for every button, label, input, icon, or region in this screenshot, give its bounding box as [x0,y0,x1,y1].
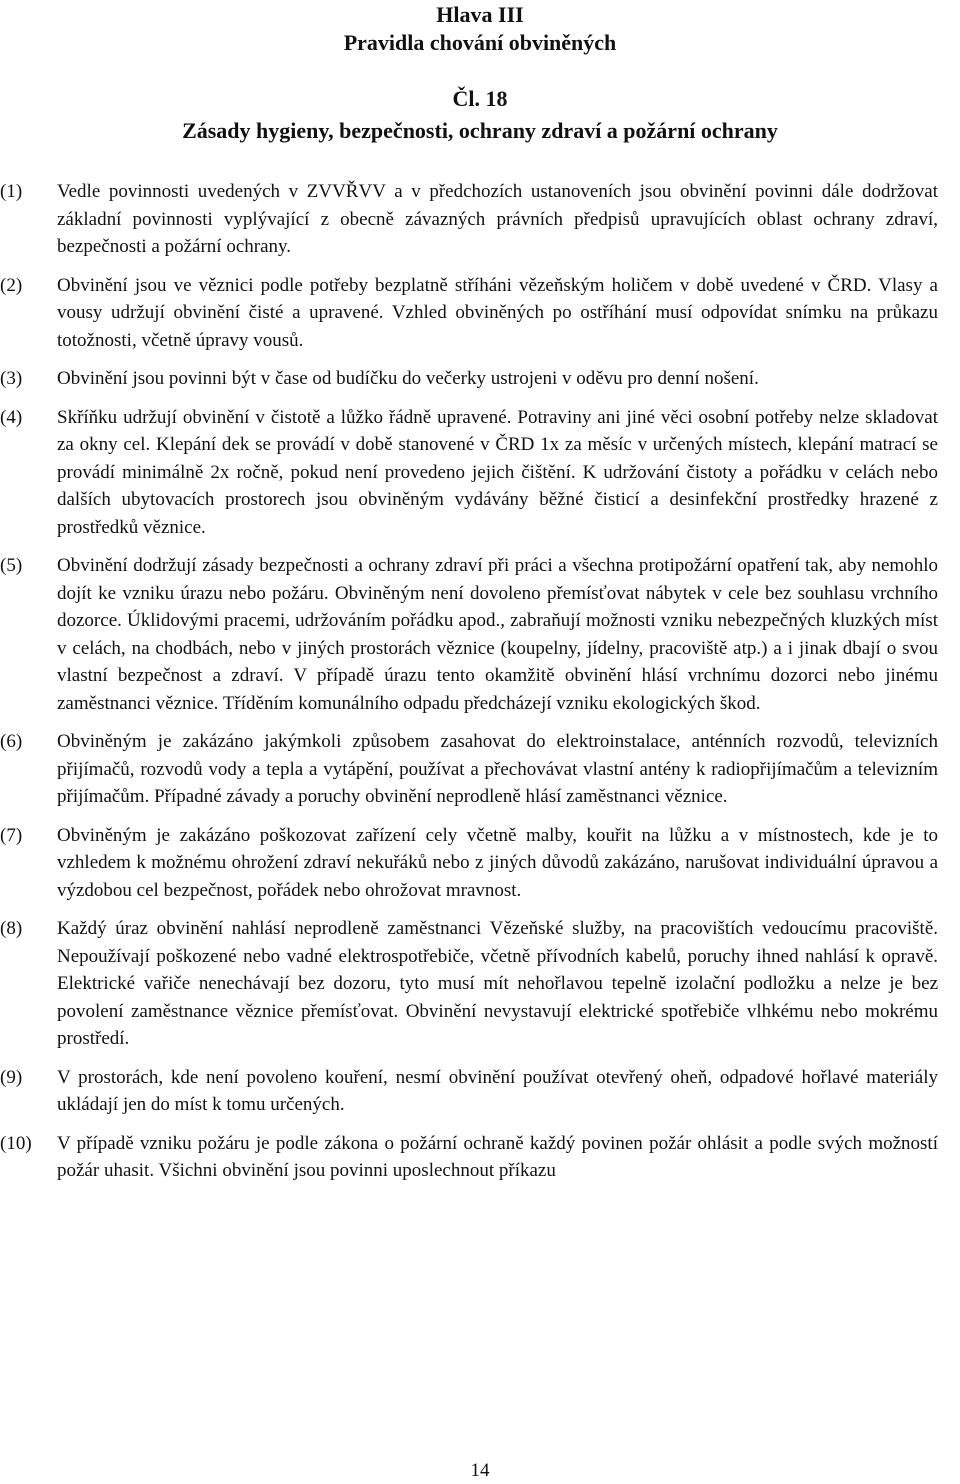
paragraph-text: V prostorách, kde není povoleno kouření, nesmí obvinění používat otevřený oheň, odpadové hořlavé materiály ukládají jen do míst k tomu určených. [57,1066,938,1115]
paragraph-1 [0,178,960,261]
paragraph-number: (1) [0,181,23,202]
paragraph-text: V případě vzniku požáru je podle zákona o požární ochraně každý povinen požár ohlásit a podle svých možností požár uhasit. Všichni obvinění jsou povinni uposlechnout příkazu [57,1132,938,1181]
paragraph-text: Obviněným je zakázáno poškozovat zařízení cely včetně malby, kouřit na lůžku a v místnostech, kde je to vzhledem k možnému ohrožení zdraví nekuřáků nebo z jiných důvodů zakázáno, narušovat individuální úpravou a výzdobou cel bezpečnost, pořádek nebo ohrožovat mravnost. [57,824,938,901]
paragraph-text: Skříňku udržují obvinění v čistotě a lůžko řádně upravené. Potraviny ani jiné věci osobní potřeby nelze skladovat za okny cel. Klepání dek se provádí v době stanovené v ČRD 1x za měsíc v určených místech, klepání matrací se provádí minimálně 2x ročně, pokud není provedeno jejich čištění. K udržování čistoty a pořádku v celách nebo dalších ubytovacích prostorech jsou obviněným vydávány běžné čisticí a desinfekční prostředky hrazené z prostředků věznice. [57,406,938,538]
paragraph-number: (8) [0,918,23,939]
paragraph-number: (4) [0,406,23,428]
paragraph-10 [0,1130,960,1185]
paragraph-number: (5) [0,555,23,576]
paragraph-8 [0,915,960,1053]
paragraph-5 [0,552,960,717]
paragraph-number: (2) [0,274,23,296]
chapter-heading: Hlava III [436,2,524,27]
paragraph-text: Obvinění dodržují zásady bezpečnosti a ochrany zdraví při práci a všechna protipožární opatření tak, aby nemohlo dojít ke vzniku úrazu nebo požáru. Obviněným není dovoleno přemísťovat nábytek v cele bez souhlasu vrchního dozorce. Úklidovými pracemi, udržováním pořádku apod., zabraňují možnosti vzniku nebezpečných kluzkých míst v celách, na chodbách, nebo v jiných prostorách věznice (koupelny, jídelny, pracoviště atp.) a i jinak dbají o svou vlastní bezpečnost a zdraví. V případě úrazu tento okamžitě obvinění hlásí vrchnímu dozorci nebo jinému zaměstnanci věznice. Tříděním komunálního odpadu předcházejí vzniku ekologických škod. [57,555,938,714]
paragraph-text: Obvinění jsou ve věznici podle potřeby bezplatně stříháni vězeňským holičem v době uvedené v ČRD. Vlasy a vousy udržují obvinění čisté a upravené. Vzhled obviněných po ostříhání musí odpovídat snímku na průkazu totožnosti, včetně úpravy vousů. [57,274,938,351]
paragraph-4 [0,404,960,542]
paragraph-text: Obviněným je zakázáno jakýmkoli způsobem zasahovat do elektroinstalace, anténních rozvodů, televizních přijímačů, rozvodů vody a tepla a vytápění, používat a přechovávat vlastní antény k radiopřijímačům a televizním přijímačům. Případné závady a poruchy obvinění neprodleně hlásí zaměstnanci věznice. [57,731,938,807]
paragraph-text: Vedle povinnosti uvedených v ZVVŘVV a v předchozích ustanoveních jsou obvinění povinni dále dodržovat základní povinnosti vyplývající z obecně závazných právních předpisů upravujících oblast ochrany zdraví, bezpečnosti a požární ochrany. [57,181,938,257]
paragraph-text: Obvinění jsou povinni být v čase od budíčku do večerky ustrojeni v oděvu pro denní nošení. [57,368,759,389]
paragraph-9 [0,1064,960,1119]
article-number: Čl. 18 [452,86,508,111]
paragraph-number: (3) [0,368,23,389]
paragraph-6 [0,728,960,811]
paragraph-number: (7) [0,824,23,846]
paragraph-text: Každý úraz obvinění nahlásí neprodleně zaměstnanci Vězeňské služby, na pracovištích vedoucímu pracoviště. Nepoužívají poškozené nebo vadné elektrospotřebiče, včetně přívodních kabelů, poruchy ihned nahlásí k opravě. Elektrické vařiče nenechávají bez dozoru, tyto musí mít nehořlavou tepelně izolační podložku a nelze je bez povolení zaměstnance věznice přemísťovat. Obvinění nevystavují elektrické spotřebiče vlhkému nebo mokrému prostředí. [57,918,938,1049]
paragraph-7 [0,822,960,905]
page-number: 14 [470,1460,490,1481]
chapter-title: Pravidla chování obviněných [343,30,617,55]
paragraph-3 [0,365,960,393]
paragraph-number: (6) [0,731,23,752]
paragraph-number: (9) [0,1066,23,1088]
paragraph-list [0,178,960,1196]
paragraph-number: (10) [0,1132,32,1154]
paragraph-2 [0,272,960,355]
article-title: Zásady hygieny, bezpečnosti, ochrany zdraví a požární ochrany [182,118,778,143]
